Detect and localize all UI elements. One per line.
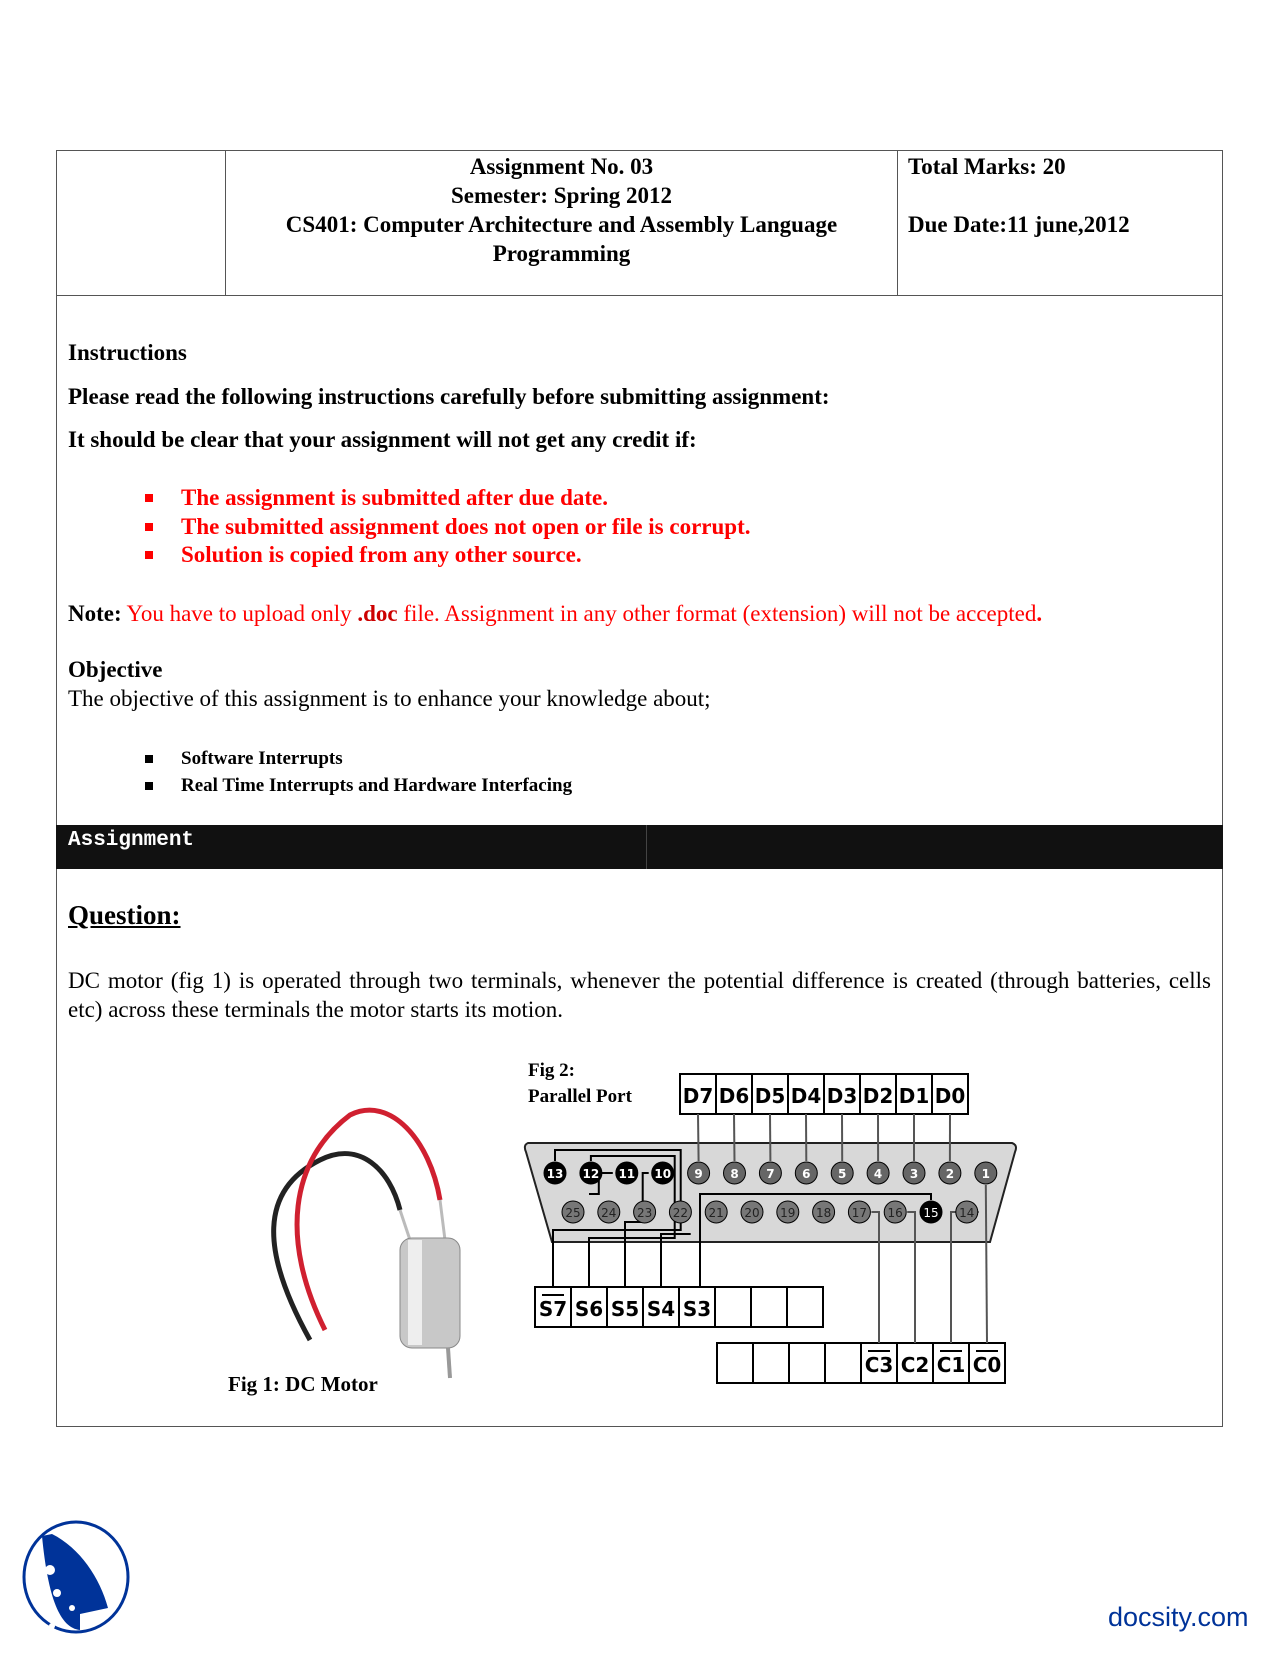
data-bit-label: D3 <box>826 1084 858 1108</box>
docsity-logo <box>20 1518 132 1636</box>
pin-label: 12 <box>582 1167 600 1181</box>
question-heading: Question: <box>68 900 181 930</box>
objective-text: The objective of this assignment is to enhance your knowledge about; <box>68 686 711 711</box>
fig2-title-text: Fig 2: <box>528 1060 575 1081</box>
pin-label: 20 <box>744 1206 760 1220</box>
pin-label: 21 <box>708 1206 724 1220</box>
pin-label: 17 <box>851 1206 868 1220</box>
pin-label: 10 <box>654 1167 672 1181</box>
control-bit-cell <box>789 1343 825 1383</box>
pin-label: 6 <box>802 1167 811 1181</box>
data-bit-label: D0 <box>934 1084 966 1108</box>
note-dot: . <box>1036 601 1043 626</box>
instructions-line1: Please read the following instructions carefully before submitting assignment: <box>68 384 830 409</box>
question-text: DC motor (fig 1) is operated through two terminals, whenever the potential difference is created (through batteries, cells etc) across these terminals the motor starts its motion. <box>68 968 1211 1022</box>
pin-label: 25 <box>565 1206 581 1220</box>
pin-label: 9 <box>694 1167 703 1181</box>
assignment-number: Assignment No. 03 <box>469 154 654 179</box>
pin-label: 4 <box>873 1167 883 1181</box>
control-bit-cell <box>753 1343 789 1383</box>
course-title: CS401: Computer Architecture and Assembly Language <box>285 212 838 237</box>
control-bit-cell <box>825 1343 861 1383</box>
list-item: The submitted assignment does not open or file is corrupt. <box>145 513 751 542</box>
due-date: Due Date:11 june,2012 <box>908 212 1130 237</box>
data-bit-label: D4 <box>790 1084 822 1108</box>
status-bit-label: S3 <box>682 1297 712 1321</box>
status-bit-cell <box>787 1287 823 1327</box>
data-bit-label: D7 <box>682 1084 714 1108</box>
pin-label: 16 <box>887 1206 903 1220</box>
pin-label: 24 <box>601 1206 617 1220</box>
pin-label: 15 <box>923 1206 939 1220</box>
pin-label: 2 <box>945 1167 955 1181</box>
list-item: Solution is copied from any other source. <box>145 541 751 570</box>
fig1-caption: Fig 1: DC Motor <box>228 1372 378 1396</box>
note-text: file. Assignment in any other format (extension) will not be accepted <box>397 601 1037 626</box>
status-bit-label: S5 <box>610 1297 640 1321</box>
pin-label: 22 <box>672 1206 689 1220</box>
status-bit-label: S4 <box>646 1297 676 1321</box>
list-item: Real Time Interrupts and Hardware Interfacing <box>145 772 572 799</box>
list-item: The assignment is submitted after due date. <box>145 484 751 513</box>
objective-heading: Objective <box>68 657 163 682</box>
pin-label: 1 <box>981 1167 990 1181</box>
pin-label: 19 <box>780 1206 796 1220</box>
pin-label: 14 <box>959 1206 975 1220</box>
data-bit-label: D1 <box>898 1084 930 1108</box>
note-doc: .doc <box>357 601 398 626</box>
instructions-heading: Instructions <box>68 340 187 365</box>
status-bit-label: S6 <box>574 1297 604 1321</box>
pin-label: 3 <box>909 1167 919 1181</box>
list-item: Software Interrupts <box>145 745 572 772</box>
pin-label: 7 <box>766 1167 775 1181</box>
pin-label: 5 <box>838 1167 847 1181</box>
data-bit-label: D5 <box>754 1084 786 1108</box>
status-bit-label: S7 <box>538 1297 568 1321</box>
total-marks: Total Marks: 20 <box>908 154 1066 179</box>
status-bit-cell <box>715 1287 751 1327</box>
semester: Semester: Spring 2012 <box>450 183 673 208</box>
control-bit-label: C2 <box>900 1353 930 1377</box>
data-bit-label: D2 <box>862 1084 894 1108</box>
course-title-cont: Programming <box>492 241 631 266</box>
assignment-bar-label: Assignment <box>68 829 195 852</box>
docsity-brand: docsity.com <box>1108 1602 1249 1632</box>
pin-label: 8 <box>730 1167 739 1181</box>
status-bit-cell <box>751 1287 787 1327</box>
note-label: Note: <box>68 601 122 626</box>
pin-label: 13 <box>546 1167 564 1181</box>
note-text: You have to upload only <box>121 601 358 626</box>
control-bit-cell <box>717 1343 753 1383</box>
data-bit-label: D6 <box>718 1084 750 1108</box>
control-bit-label: C1 <box>936 1353 966 1377</box>
instructions-line2: It should be clear that your assignment will not get any credit if: <box>68 427 697 452</box>
pin-label: 23 <box>636 1206 653 1220</box>
fig2-subtitle: Parallel Port <box>528 1086 632 1107</box>
pin-label: 11 <box>618 1167 636 1181</box>
control-bit-label: C3 <box>864 1353 894 1377</box>
pin-label: 18 <box>815 1206 832 1220</box>
control-bit-label: C0 <box>972 1353 1002 1377</box>
